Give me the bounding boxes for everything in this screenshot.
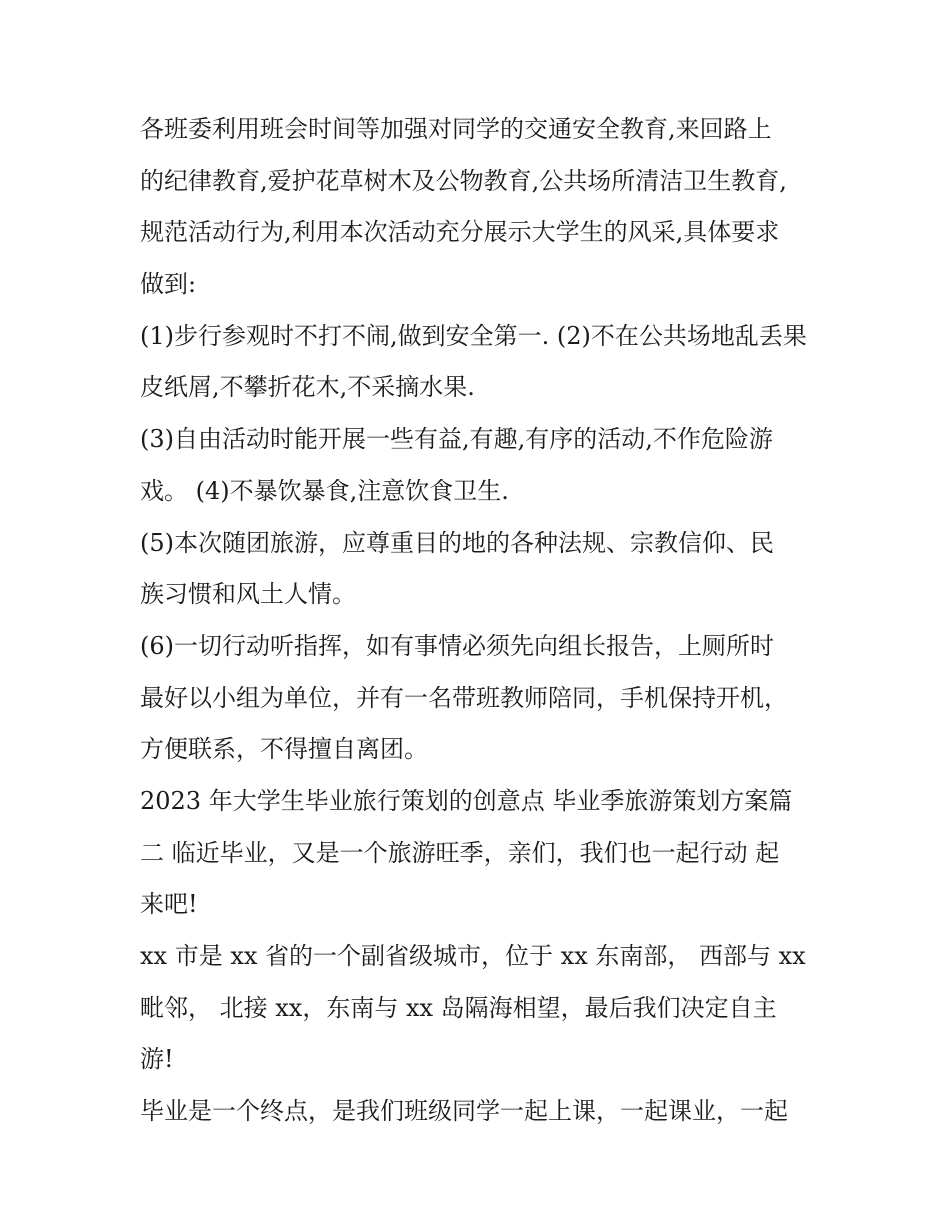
text-line: 规范活动行为,利用本次活动充分展示大学生的风采,具体要求 bbox=[140, 218, 780, 247]
text-line: xx 市是 xx 省的一个副省级城市，位于 xx 东南部， 西部与 xx bbox=[140, 942, 806, 970]
text-line: 族习惯和风土人情。 bbox=[140, 580, 356, 609]
text-line: 方便联系，不得擅自离团。 bbox=[140, 735, 428, 764]
text-line: (3)自由活动时能开展一些有益,有趣,有序的活动,不作危险游 bbox=[140, 425, 773, 454]
text-line: 最好以小组为单位，并有一名带班教师陪同，手机保持开机， bbox=[140, 683, 788, 712]
text-line: 毕业是一个终点，是我们班级同学一起上课，一起课业，一起 bbox=[140, 1097, 788, 1126]
text-line: 2023 年大学生毕业旅行策划的创意点 毕业季旅游策划方案篇 bbox=[140, 786, 793, 815]
text-line: 毗邻， 北接 xx，东南与 xx 岛隔海相望，最后我们决定自主 bbox=[140, 993, 777, 1022]
text-line: 皮纸屑,不攀折花木,不采摘水果. bbox=[140, 373, 475, 402]
text-line: 戏。 (4)不暴饮暴食,注意饮食卫生. bbox=[140, 476, 509, 505]
text-line: (1)步行参观时不打不闹,做到安全第一. (2)不在公共场地乱丢果 bbox=[140, 321, 807, 350]
text-line: 游! bbox=[140, 1045, 174, 1074]
text-line: 的纪律教育,爱护花草树木及公物教育,公共场所清洁卫生教育, bbox=[140, 166, 787, 195]
text-line: 各班委利用班会时间等加强对同学的交通安全教育,来回路上 bbox=[140, 115, 772, 143]
text-line: 做到: bbox=[140, 270, 197, 299]
document-body bbox=[140, 104, 815, 1138]
text-line: 来吧! bbox=[140, 890, 198, 919]
text-line: (6)一切行动听指挥，如有事情必须先向组长报告，上厕所时 bbox=[140, 631, 774, 660]
text-line: 二 临近毕业，又是一个旅游旺季，亲们，我们也一起行动 起 bbox=[140, 838, 780, 867]
text-line: (5)本次随团旅游，应尊重目的地的各种法规、宗教信仰、民 bbox=[140, 528, 774, 557]
